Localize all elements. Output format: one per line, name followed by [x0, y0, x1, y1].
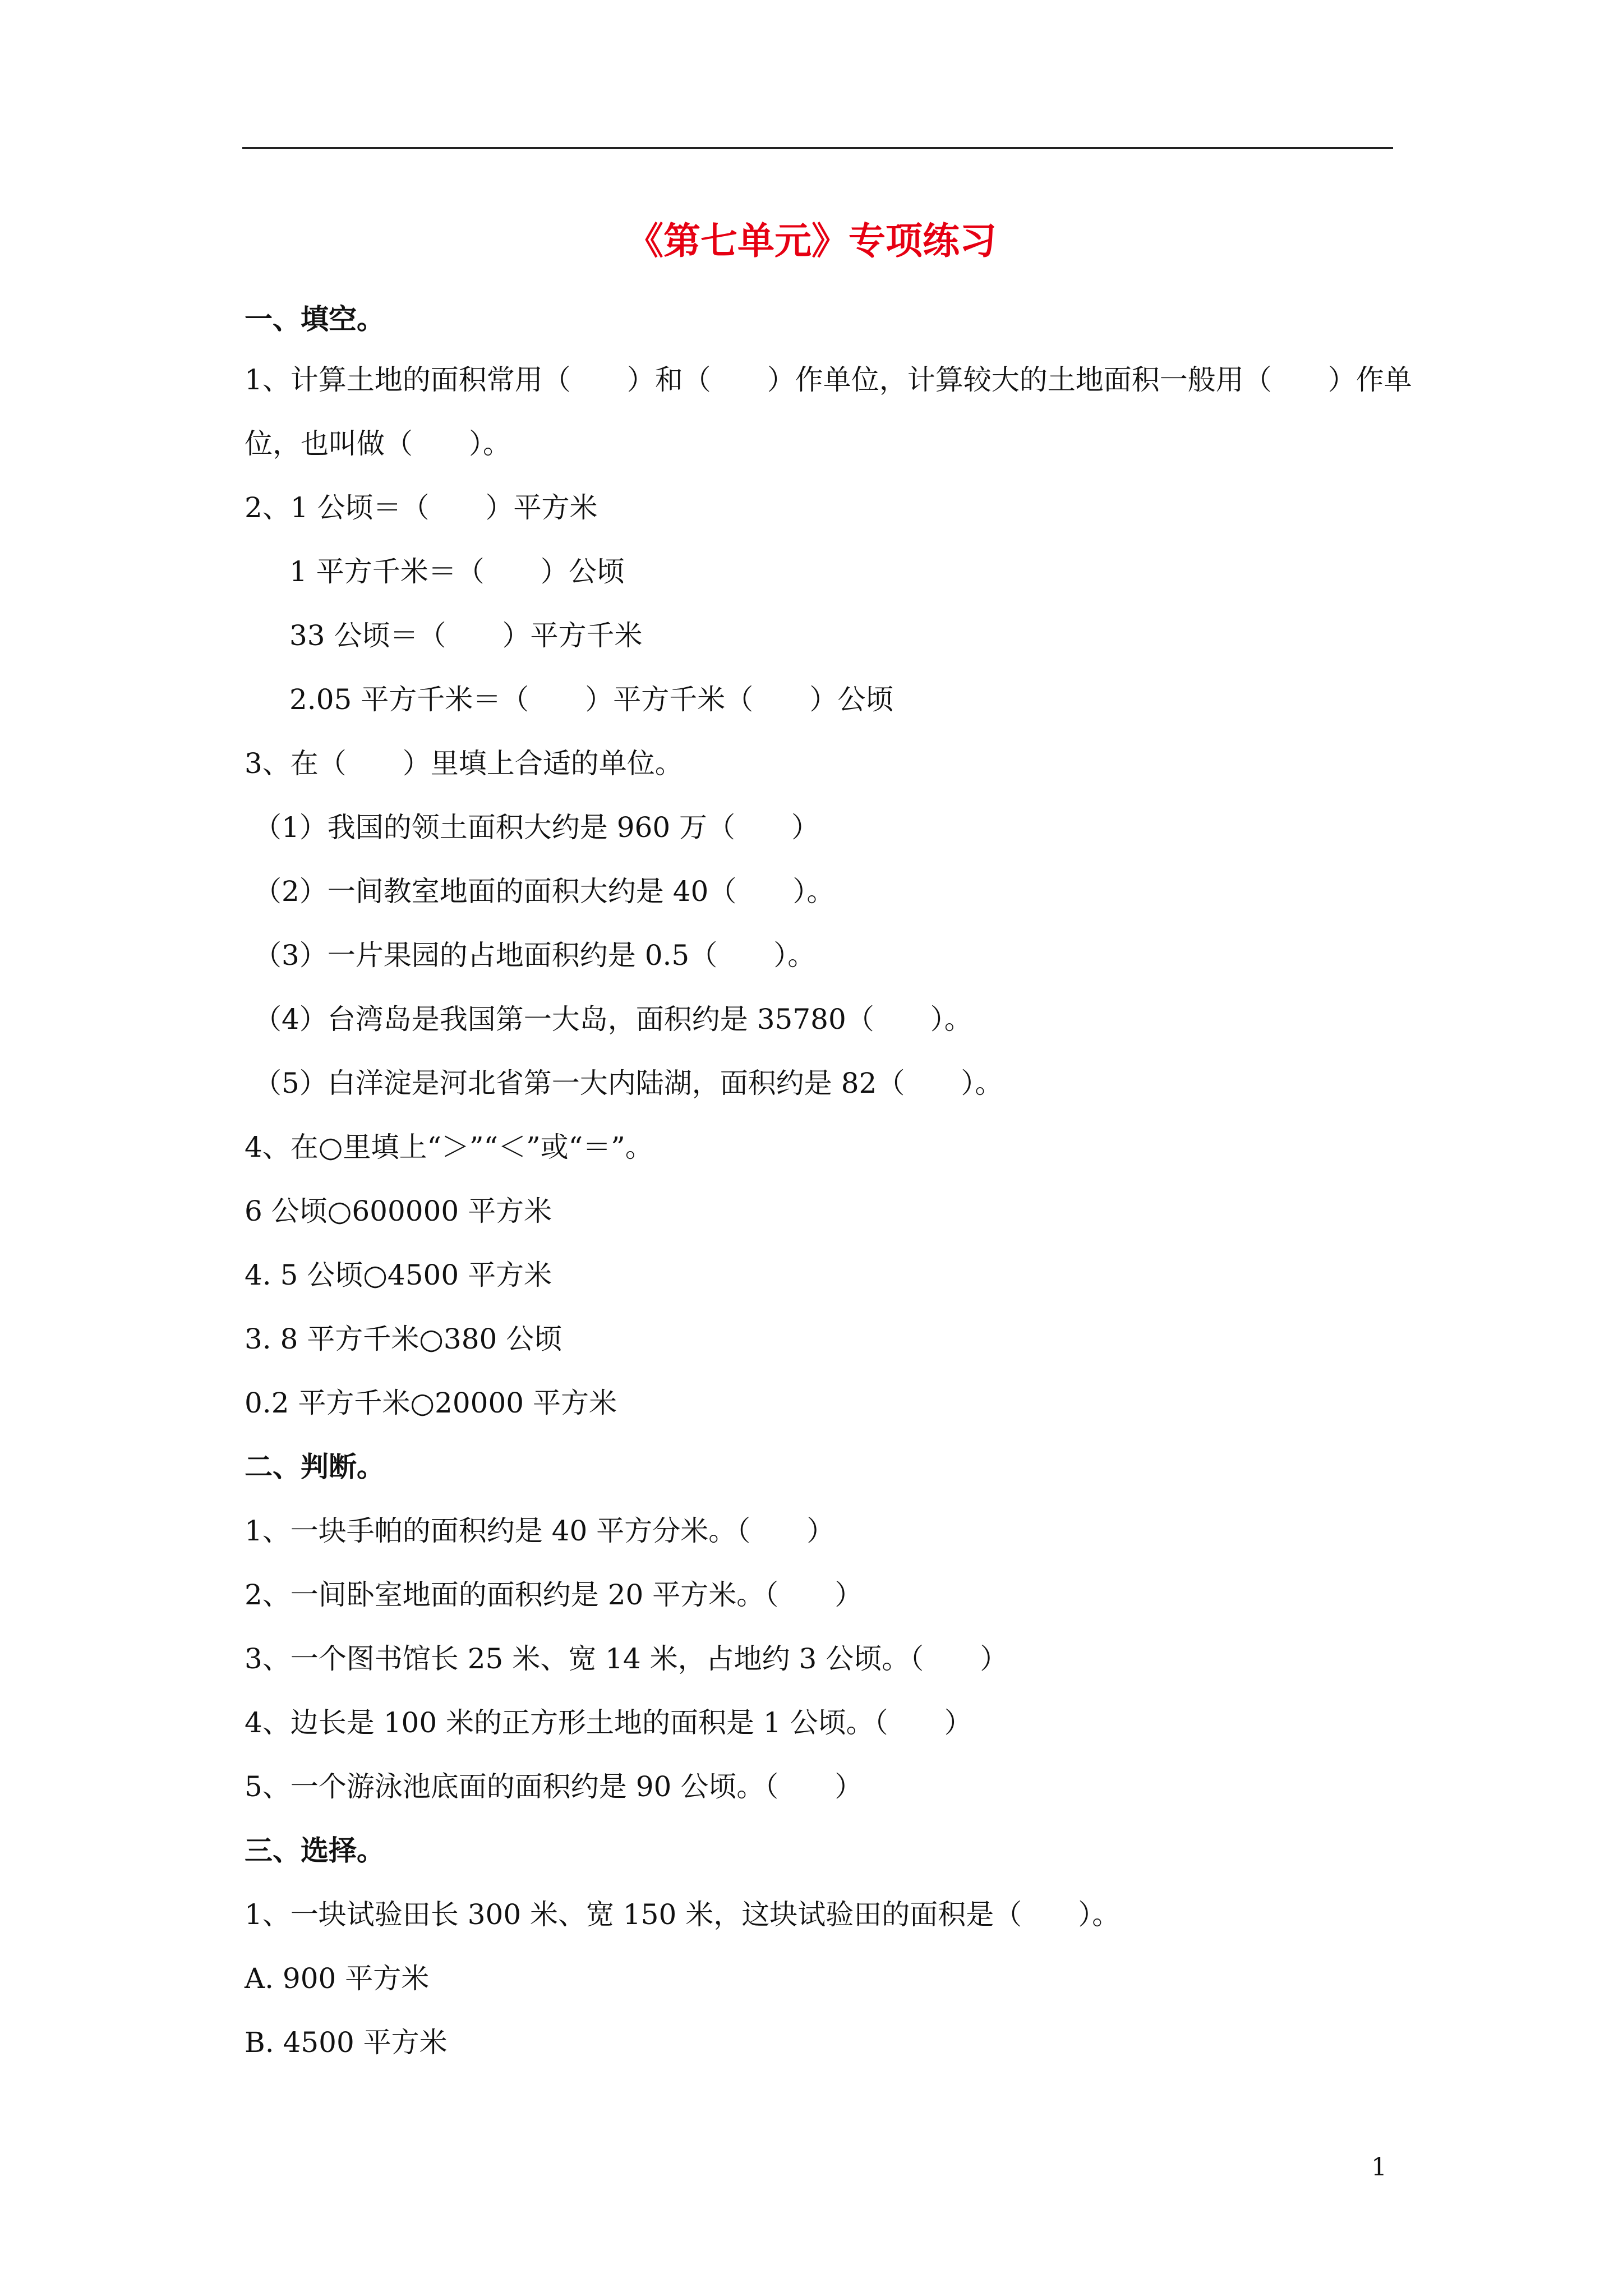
comparison-item: 3. 8 平方千米○380 公顷	[245, 1323, 562, 1355]
header-rule	[242, 147, 1393, 149]
question-text: 4、在○里填上“＞”“＜”或“＝”。	[245, 1131, 653, 1163]
question-subline: 33 公顷＝（ ）平方千米	[289, 619, 643, 652]
question-text: 2、1 公顷＝（ ）平方米	[245, 491, 598, 524]
judgement-item: 2、一间卧室地面的面积约是 20 平方米。（ ）	[245, 1579, 863, 1611]
judgement-item: 4、边长是 100 米的正方形土地的面积是 1 公顷。（ ）	[245, 1706, 972, 1739]
choice-option-a: A. 900 平方米	[245, 1962, 430, 1995]
choice-option-b: B. 4500 平方米	[245, 2026, 448, 2059]
comparison-item: 0.2 平方千米○20000 平方米	[245, 1387, 617, 1419]
question-text: 3、在（ ）里填上合适的单位。	[245, 747, 683, 780]
section-heading-fill-blank: 一、填空。	[245, 302, 385, 335]
question-subitem: （1）我国的领土面积大约是 960 万（ ）	[253, 811, 820, 844]
question-subitem: （2）一间教室地面的面积大约是 40（ ）。	[253, 875, 835, 908]
question-subline: 1 平方千米＝（ ）公顷	[289, 555, 625, 588]
question-subitem: （5）白洋淀是河北省第一大内陆湖，面积约是 82（ ）。	[253, 1067, 1003, 1099]
question-subline: 2.05 平方千米＝（ ）平方千米（ ）公顷	[289, 683, 894, 716]
question-subitem: （4）台湾岛是我国第一大岛，面积约是 35780（ ）。	[253, 1003, 972, 1036]
question-subitem: （3）一片果园的占地面积约是 0.5（ ）。	[253, 939, 816, 972]
section-heading-true-false: 二、判断。	[245, 1450, 385, 1483]
page-number: 1	[1371, 2153, 1387, 2182]
question-text-continued: 位，也叫做（ ）。	[245, 427, 511, 460]
comparison-item: 6 公顷○600000 平方米	[245, 1195, 552, 1227]
question-text: 1、计算土地的面积常用（ ）和（ ）作单位，计算较大的土地面积一般用（ ）作单	[245, 364, 1412, 396]
judgement-item: 1、一块手帕的面积约是 40 平方分米。（ ）	[245, 1515, 835, 1547]
judgement-item: 3、一个图书馆长 25 米、宽 14 米，占地约 3 公顷。（ ）	[245, 1642, 1008, 1675]
question-text: 1、一块试验田长 300 米、宽 150 米，这块试验田的面积是（ ）。	[245, 1898, 1121, 1931]
section-heading-multiple-choice: 三、选择。	[245, 1834, 385, 1867]
page-title: 《第七单元》专项练习	[626, 219, 997, 263]
judgement-item: 5、一个游泳池底面的面积约是 90 公顷。（ ）	[245, 1770, 863, 1803]
comparison-item: 4. 5 公顷○4500 平方米	[245, 1259, 552, 1291]
